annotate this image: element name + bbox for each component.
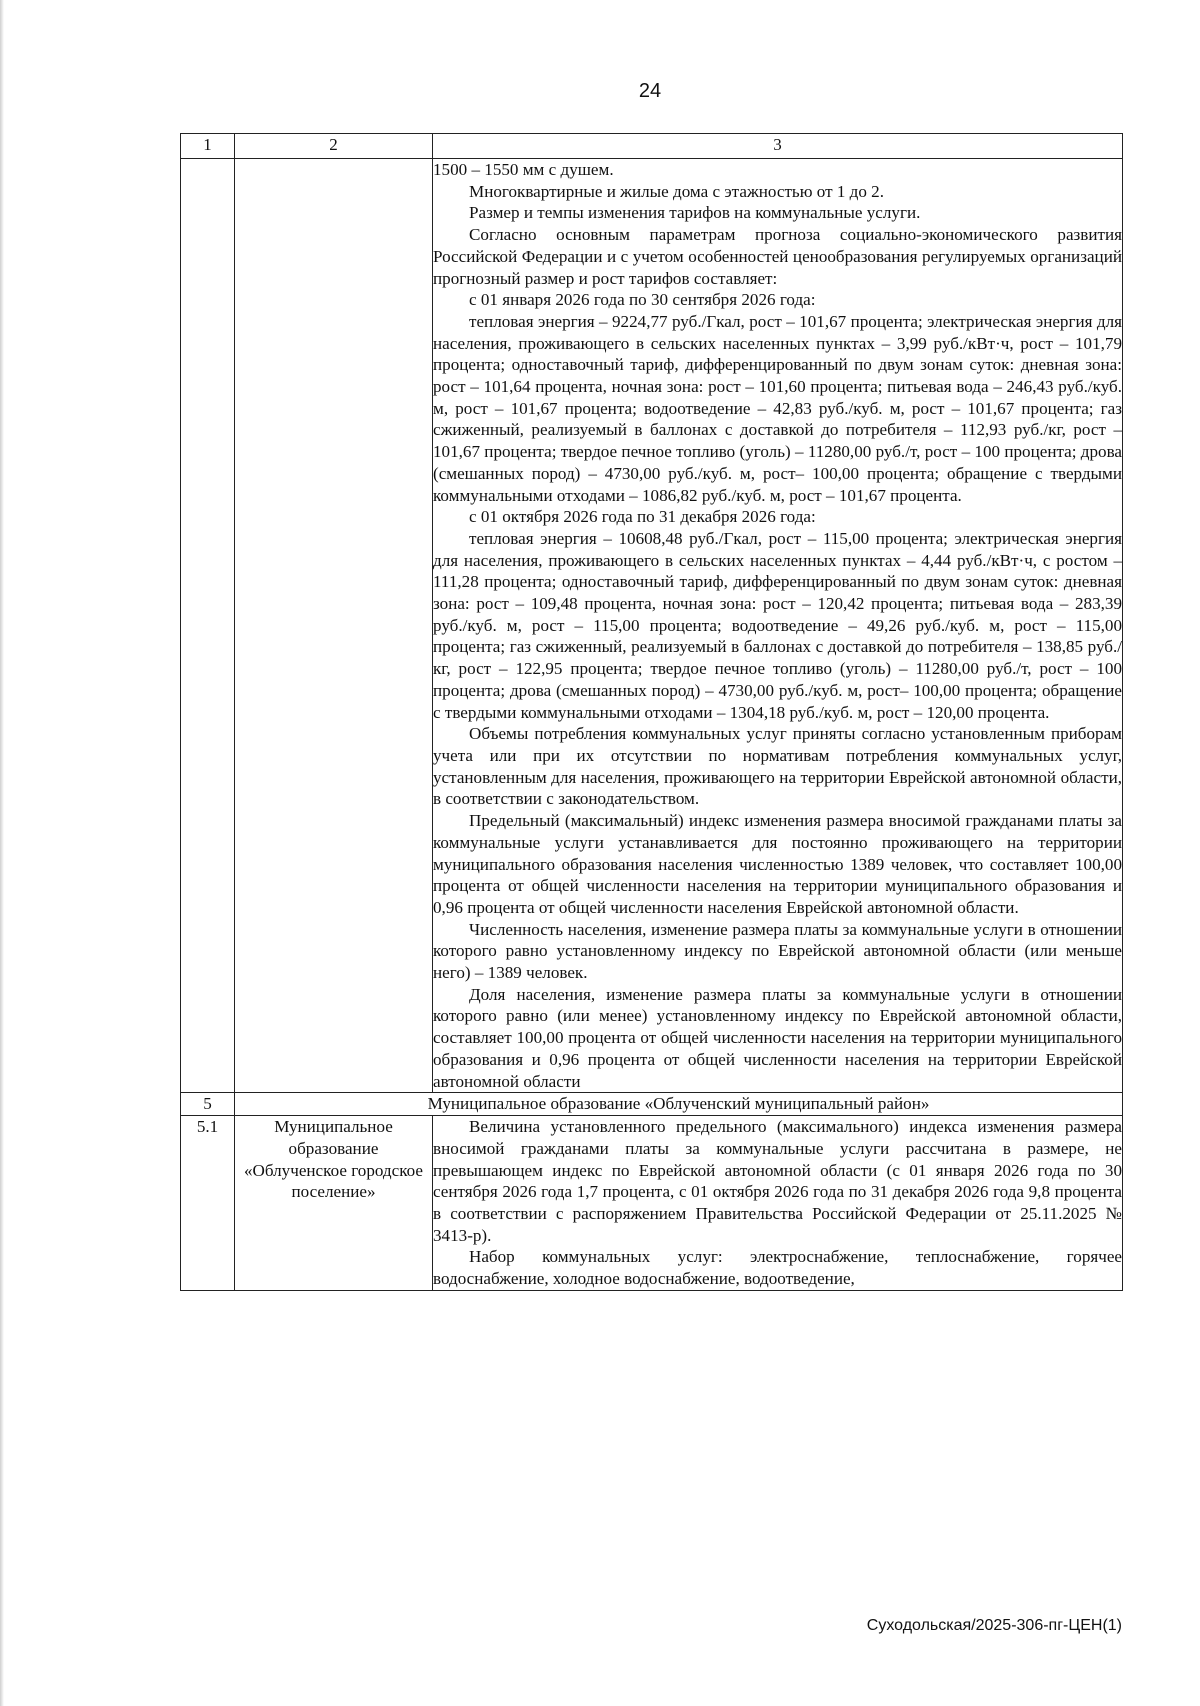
paragraph: Доля населения, изменение размера платы за коммунальные услуги в отношении которого равно (или менее) установленному индексу по Еврейской автономной области, составляет 100,00 процента от общей численности населения на территории муниципального образования и 0,96 процента от общей численности населения на территории Еврейской автономной области [433,984,1122,1091]
tariffs-paragraph: тепловая энергия – 9224,77 руб./Гкал, рост – 101,67 процента; электрическая энергия для населения, проживающего в сельских населенных пунктах – 3,99 руб./кВт·ч, рост – 101,79 процента; одноставочный тариф, дифференцированный по двум зонам суток: дневная зона: рост – 101,64 процента, ночная зона: рост – 101,60 процента; питьевая вода – 246,43 руб./куб. м, рост – 101,67 процента; водоотведение – 42,83 руб./куб. м, рост – 101,67 процента; газ сжиженный, реализуемый в баллонах с доставкой до потребителя – 112,93 руб./кг, рост – 101,67 процента; твердое печное топливо (уголь) – 11280,00 руб./т, рост – 100 процента; дрова (смешанных пород) – 4730,00 руб./куб. м, рост– 100,00 процента; обращение с твердыми коммунальными отходами – 1086,82 руб./куб. м, рост – 101,67 процента. [433,311,1122,505]
section-title: Муниципальное образование «Облученский муниципальный район» [235,1093,1123,1116]
row-number-cell [181,159,235,1093]
page-number: 24 [638,80,662,102]
tariff-table [180,133,1123,1291]
scan-edge [0,0,4,1706]
paragraph: 1500 – 1550 мм с душем. [433,160,614,179]
period-heading: с 01 января 2026 года по 30 сентября 2026 года: [469,290,816,310]
section-number: 5 [181,1093,235,1116]
paragraph: Предельный (максимальный) индекс изменения размера вносимой гражданами платы за коммунальные услуги устанавливается для постоянно проживающего на территории муниципального образования населения численностью 1389 человек, что составляет 100,00 процента от общей численности населения на территории муниципального образования и 0,96 процента от общей численности населения Еврейской автономной области. [433,811,1122,917]
period-heading: с 01 октября 2026 года по 31 декабря 2026 года: [469,507,816,527]
column-header-3: 3 [433,134,1123,159]
row-number: 5.1 [181,1116,235,1291]
paragraph: Набор коммунальных услуг: электроснабжение, теплоснабжение, горячее водоснабжение, холодное водоснабжение, водоотведение, [433,1247,1122,1289]
municipality-name: Муниципальное образование «Облученское городское поселение» [235,1116,433,1291]
section-row [181,1093,1123,1116]
paragraph: Многоквартирные и жилые дома с этажностью от 1 до 2. [469,181,884,201]
paragraph: Объемы потребления коммунальных услуг приняты согласно установленным приборам учета или при их отсутствии по нормативам потребления коммунальных услуг, установленным для населения, проживающего на территории Еврейской автономной области, в соответствии с законодательством. [433,724,1122,809]
row-name-cell [235,159,433,1093]
document-code: Суходольская/2025-306-пг-ЦЕН(1) [866,1617,1122,1634]
paragraph: Согласно основным параметрам прогноза социально-экономического развития Российской Федерации и с учетом особенностей ценообразования регулируемых организаций прогнозный размер и рост тарифов составляет: [433,225,1122,288]
paragraph: Численность населения, изменение размера платы за коммунальные услуги в отношении которого равно установленному индексу по Еврейской автономной области (или меньше него) – 1389 человек. [433,919,1122,983]
table-row-continuation [181,159,1123,1093]
tariffs-paragraph: тепловая энергия – 10608,48 руб./Гкал, рост – 115,00 процента; электрическая энергия для населения, проживающего в сельских населенных пунктах – 4,44 руб./кВт·ч, с ростом – 111,28 процента; одноставочный тариф, дифференцированный по двум зонам суток: дневная зона: рост – 109,48 процента, ночная зона: рост – 120,42 процента; питьевая вода – 283,39 руб./куб. м, рост – 115,00 процента; водоотведение – 49,26 руб./куб. м, рост – 115,00 процента; газ сжиженный, реализуемый в баллонах с доставкой до потребителя – 138,85 руб./кг, рост – 122,95 процента; твердое печное топливо (уголь) – 11280,00 руб./т, рост – 100 процента; дрова (смешанных пород) – 4730,00 руб./куб. м, рост– 100,00 процента; обращение с твердыми коммунальными отходами – 1304,18 руб./куб. м, рост – 120,00 процента. [433,528,1122,722]
row-text-cell [433,1116,1123,1291]
paragraph: Размер и темпы изменения тарифов на коммунальные услуги. [469,203,921,223]
paragraph: Величина установленного предельного (максимального) индекса изменения размера вносимой гражданами платы за коммунальные услуги рассчитана в размере, не превышающем индекс по Еврейской автономной области (с 01 января 2026 года по 30 сентября 2026 года 1,7 процента, с 01 октября 2026 года по 31 декабря 2026 года 9,8 процента в соответствии с распоряжением Правительства Российской Федерации от 25.11.2025 № 3413-р). [433,1117,1122,1245]
table-row-5-1 [181,1116,1123,1291]
column-header-1: 1 [181,134,235,159]
row-text-cell [433,159,1123,1093]
column-header-2: 2 [235,134,433,159]
table-header-row [181,134,1123,159]
